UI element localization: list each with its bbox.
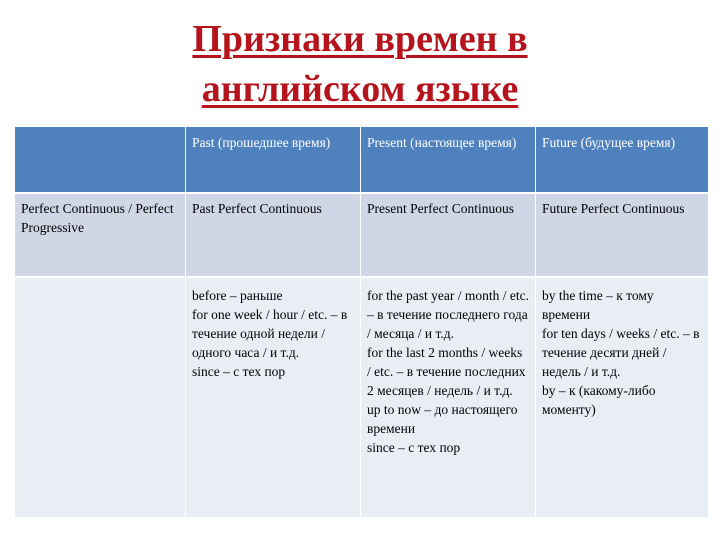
title-line-2: английском языке [201,68,519,110]
table-header-row [15,127,709,193]
slide-title [160,14,560,124]
header-cell-present: Present (настоящее время) [361,127,536,193]
cell-future-perfect-continuous: Future Perfect Continuous [536,193,709,277]
row-label-markers [15,277,186,518]
cell-present-markers: for the past year / month / etc. – в течение последнего года / месяца / и т.д. for the last 2 months / weeks / etc. – в течение последних 2 месяцев / недель / и т.д. up to now – до настоящего времени since – с тех пор [361,277,536,518]
tense-table [14,127,709,519]
header-cell-future: Future (будущее время) [536,127,709,193]
table-row-markers [15,277,709,518]
cell-past-perfect-continuous: Past Perfect Continuous [186,193,361,277]
cell-future-markers: by the time – к тому времени for ten days / weeks / etc. – в течение десяти дней / недель / и т.д. by – к (какому-либо моменту) [536,277,709,518]
header-cell-empty [15,127,186,193]
table-row-aspect [15,193,709,277]
cell-present-perfect-continuous: Present Perfect Continuous [361,193,536,277]
cell-past-markers: before – раньше for one week / hour / etc. – в течение одной недели / одного часа / и т.д. since – с тех пор [186,277,361,518]
header-cell-past: Past (прошедшее время) [186,127,361,193]
title-line-1: Признаки времен в [192,18,528,60]
row-label-perfect-continuous: Perfect Continuous / Perfect Progressive [15,193,186,277]
